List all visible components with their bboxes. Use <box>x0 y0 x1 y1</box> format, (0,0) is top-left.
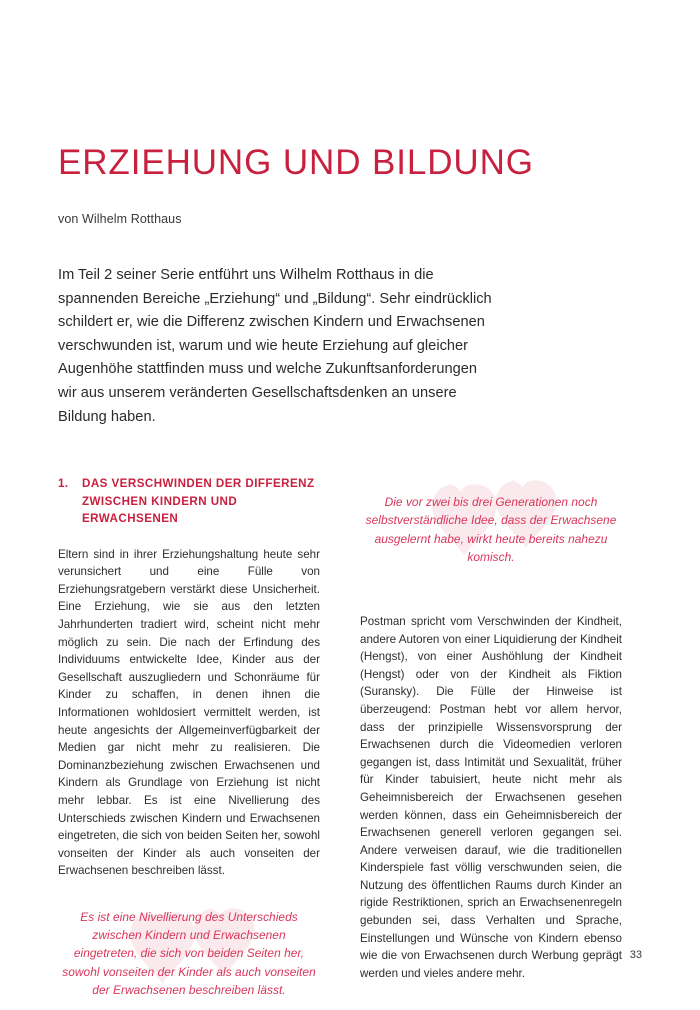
section-title: DAS VERSCHWINDEN DER DIFFERENZ ZWISCHEN KINDERN UND ERWACHSENEN <box>82 477 315 526</box>
article-masthead <box>58 0 642 227</box>
column-left <box>58 475 320 1005</box>
right-column-body-paragraph: Postman spricht vom Verschwinden der Kindheit, andere Autoren von einer Liquidierung der Kindheit (Hengst), von einer Aushöhlung der Kindheit (Hengst) oder von der Kindheit als Fiktion (Suransky). Die Fülle der Hinweise ist überzeugend: Postman hebt vor allem hervor, dass der prinzipielle Wissensvorsprung der Erwachsenen durch die Videomedien verloren gegangen ist, dass Intimität und Sexualität, früher für Kinder tabuisiert, heute nicht mehr als Geheimnisbereich der Erwachsenen gesehen werden können, dass ein Geheimnisbereich der Erwachsenen generell verloren gegangen sei. Andere verweisen darauf, wie die traditionellen Kinderspiele fast völlig verschwunden seien, die Nutzung des öffentlichen Raums durch Kinder an rigide Restriktionen, sprich an Erwachsenenregeln gebunden sei, dass Verhalten und Sprache, Einstellungen und Wünsche von Kindern ebenso wie die von Erwachsenen durch Werbung geprägt werden und vieles andere mehr. <box>360 614 622 980</box>
page-number: 33 <box>629 949 642 961</box>
article-byline: von Wilhelm Rotthaus <box>58 212 182 226</box>
right-pullquote-text: Die vor zwei bis drei Generationen noch selbstverständliche Idee, dass der Erwachsene ausgelernt habe, wirkt heute bereits nahezu komisch. <box>365 495 617 564</box>
left-pullquote-block <box>58 900 320 1005</box>
right-pullquote-block <box>360 475 622 572</box>
article-columns <box>58 475 642 1005</box>
section-number: 1. <box>58 477 69 491</box>
column-right <box>360 475 622 982</box>
left-column-body-paragraph: Eltern sind in ihrer Erziehungshaltung heute sehr verunsichert und eine Fülle von Erziehungsratgebern verstärkt diese Unsicherheit. Eine Erziehung, wie sie aus den letzten Jahrhunderten tradiert wird, scheint nicht mehr möglich zu sein. Die nach der Erfindung des Individuums entwickelte Idee, Kinder aus der Gesellschaft auszugliedern und Schonräume für Kinder zu schaffen, in denen ihnen die Informationen wohldosiert vermittelt werden, ist heute angesichts der Allgemeinverfügbarkeit der Medien gar nicht mehr zu realisieren. Die Dominanzbeziehung zwischen Erwachsenen und Kindern als Grundlage von Erziehung ist nicht mehr lebbar. Es ist eine Nivellierung des Unterschieds zwischen Kindern und Erwachsenen eingetreten, die sich von beiden Seiten her, sowohl vonseiten der Kinder als auch vonseiten der Erwachsenen beschreiben lässt. <box>58 547 320 878</box>
left-pullquote-text: Es ist eine Nivellierung des Unterschieds zwischen Kindern und Erwachsenen eingetreten, die sich von beiden Seiten her, sowohl vonseiten der Kinder als auch vonseiten der Erwachsenen beschreiben lässt. <box>62 909 316 997</box>
article-lead-paragraph: Im Teil 2 seiner Serie entführt uns Wilhelm Rotthaus in die spannenden Bereiche „Erziehung“ und „Bildung“. Sehr eindrücklich schildert er, wie die Differenz zwischen Kindern und Erwachsenen verschwunden ist, warum und wie heute Erziehung auf gleicher Augenhöhe stattfinden muss und welche Zukunftsanforderungen wir aus unserem veränderten Gesellschaftsdenken an unsere Bildung haben. <box>58 267 492 425</box>
page-title: ERZIEHUNG UND BILDUNG <box>58 143 534 182</box>
section-heading <box>58 475 320 528</box>
